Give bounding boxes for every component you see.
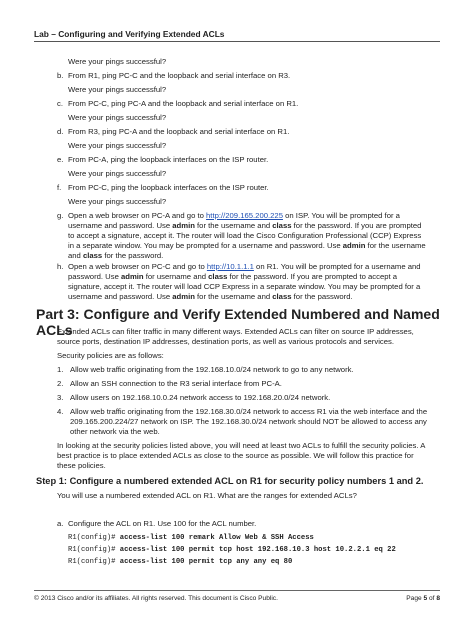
page-header: Lab – Configuring and Verifying Extended ACLs (34, 29, 440, 42)
part3-heading: Part 3: Configure and Verify Extended Numbered and Named ACLs (36, 306, 440, 338)
copyright: © 2013 Cisco and/or its affiliates. All rights reserved. This document is Cisco Public. (34, 595, 278, 602)
code-line: R1(config)# access-list 100 remark Allow Web & SSH Access (68, 534, 314, 542)
part3-intro: Extended ACLs can filter traffic in many different ways. Extended ACLs can filter on source IP addresses, (57, 327, 414, 336)
step1-heading: Step 1: Configure a numbered extended ACL on R1 for security policy numbers 1 and 2. (36, 476, 424, 486)
page-number: Page 5 of 8 (406, 595, 440, 602)
code-line: R1(config)# access-list 100 permit tcp host 192.168.10.3 host 10.2.2.1 eq 22 (68, 546, 396, 554)
page-footer (34, 590, 440, 602)
part3-intro: source ports, destination IP addresses, destination ports, as well as various protocols and services. (57, 337, 394, 346)
policies-intro: Security policies are as follows: (57, 351, 164, 360)
item-text: Were your pings successful? (68, 57, 167, 66)
item-text: Were your pings successful? (68, 169, 167, 178)
r1-web-link[interactable]: http://10.1.1.1 (206, 262, 254, 271)
item-text: Were your pings successful? (68, 113, 167, 122)
item-text: Were your pings successful? (68, 85, 167, 94)
item-text: Were your pings successful? (68, 197, 167, 206)
isp-web-link[interactable]: http://209.165.200.225 (206, 211, 283, 220)
step1-question: You will use a numbered extended ACL on R1. What are the ranges for extended ACLs? (57, 491, 357, 500)
document-page: Lab – Configuring and Verifying Extended ACLs Were your pings successful? b. From R1, ping PC-C and the loopback and serial interface on R3. Were your pings successful? c. From PC-C, ping PC-A and the loopback and serial interface on R1. Were your pings successful? d. From R3, ping PC-A and the loopback and serial interface on R1. Were your pings successful? e. From PC-A, ping the loopback interfaces on the ISP router. Were your pings successful? f. From PC-C, ping the loopback interfaces on the ISP router. Were your pings successful? g. Open a web browser on PC-A and go to http://209.165.200.225 on ISP. You will be prompted for a username and password. Use admin for the username and class for the password. If you are prompted to accept a signature, accept it. The router will load the Cisco Configuration Professional (CCP) Express in a separate window. You may be prompted for a username and password. Use admin for the username and class for the password. h. Open a web browser on PC-C and go to http://10.1.1.1 on R1. You will be prompted for a username and password. Use admin for username and class for the password. If you are prompted to accept a signature, accept it. The router will load CCP Express in a separate window. You may be prompted for a username and password. Use admin for the username and class for the password. Part 3: Configure and Verify Extended Numbered and Named ACLs Extended ACLs can filter traffic in many different ways. Extended ACLs can filter on source IP addresses, source ports, destination IP addresses, destination ports, as well as various protocols and services. Security policies are as follows: 1. Allow web traffic originating from the 192.168.10.0/24 network to go to any network. 2. Allow an SSH connection to the R3 serial interface from PC-A. 3. Allow users on 192.168.10.0.24 network access to 192.168.20.0/24 network. 4. Allow web traffic originating from the 192.168.30.0/24 network to access R1 via the web interface and the 209.165.200.224/27 network on ISP. The 192.168.30.0/24 network should NOT be allowed to access any other network via the web. In looking at the security policies listed above, you will need at least two ACLs to fulfill the security policies. A best practice is to place extended ACLs as close to the source as possible. We will follow this practice for these policies. Step 1: Configure a numbered extended ACL on R1 for security policy numbers 1 and 2. You will use a numbered extended ACL on R1. What are the ranges for extended ACLs? a. Configure the ACL on R1. Use 100 for the ACL number. R1(config)# access-list 100 remark Allow Web & SSH Access R1(config)# access-list 100 permit tcp host 192.168.10.3 host 10.2.2.1 eq 22 R1(config)# access-list 100 permit tcp any any eq 80 © 2013 Cisco and/or its affiliates. All rights reserved. This document is Cisco Public. Page 5 of 8 (0, 0, 474, 630)
item-text: Were your pings successful? (68, 141, 167, 150)
code-line: R1(config)# access-list 100 permit tcp any any eq 80 (68, 558, 293, 566)
